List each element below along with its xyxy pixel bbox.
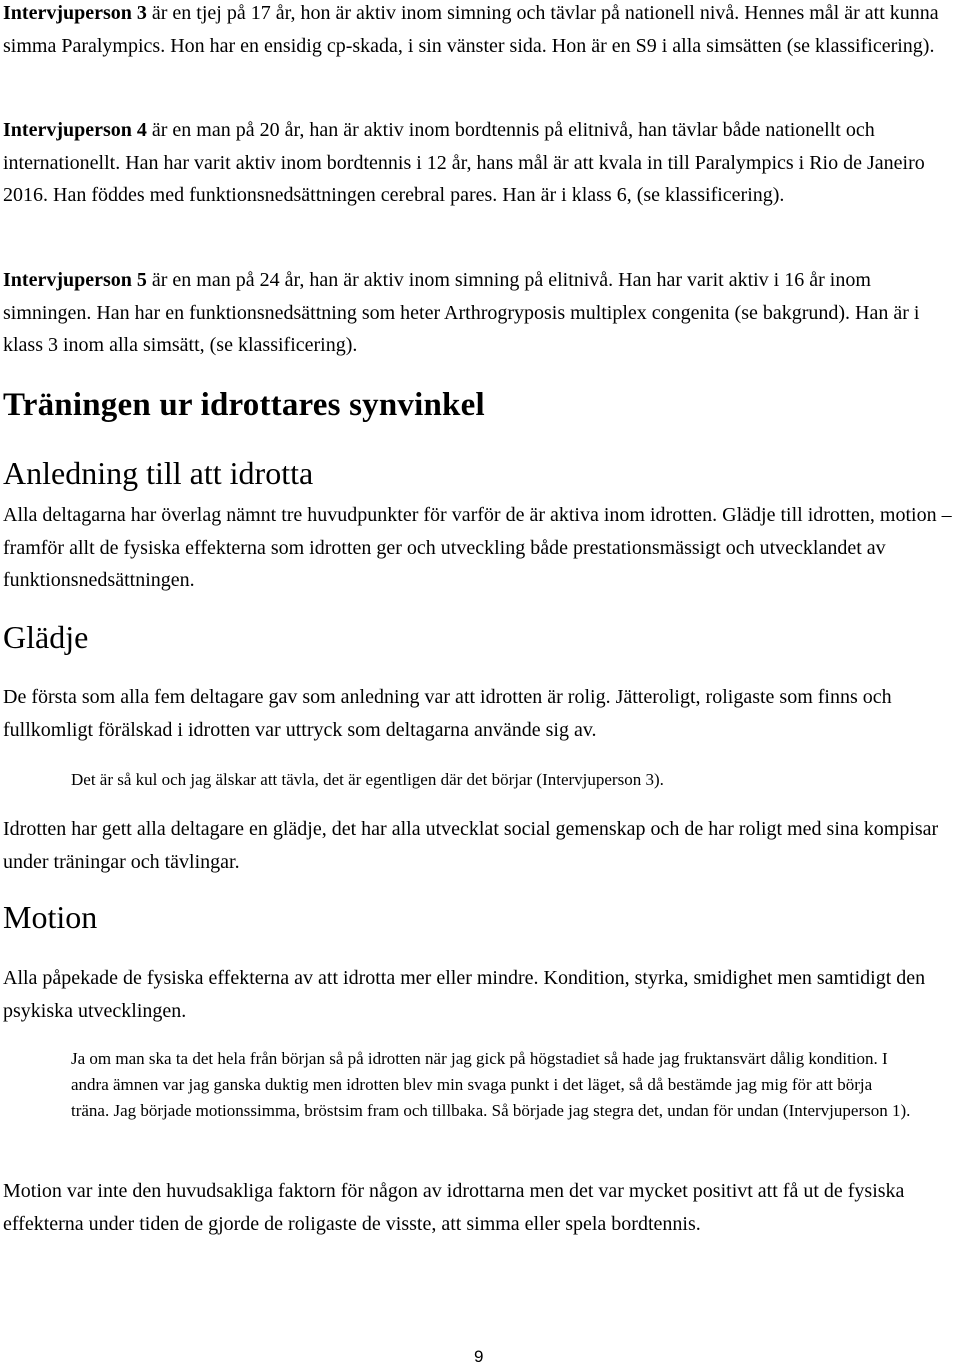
page-number: 9 [474, 1347, 484, 1366]
interviewee-5-text: är en man på 24 år, han är aktiv inom simning på elitnivå. Han har varit aktiv i 16 år inom simningen. Han har en funktionsnedsättning som heter Arthrogryposis multiplex congenita (se bakgrund). Han är i klass 3 inom alla simsätt, (se klassificering). [3, 269, 920, 356]
paragraph-interviewee-4 [3, 114, 953, 212]
paragraph-joy-social: Idrotten har gett alla deltagare en glädje, det har alla utvecklat social gemenskap och de har roligt med sina kompisar under träningar och tävlingar. [3, 818, 939, 873]
subheading-joy: Glädje [3, 619, 89, 655]
interviewee-4-label: Intervjuperson 4 [3, 119, 147, 141]
paragraph-motion-summary: Motion var inte den huvudsakliga faktorn för någon av idrottarna men det var mycket positivt att få ut de fysiska effekterna under tiden de gjorde de roligaste de visste, att simma eller spela bordtennis. [3, 1180, 905, 1235]
subheading-reason: Anledning till att idrotta [3, 455, 314, 491]
subheading-motion: Motion [3, 899, 98, 935]
paragraph-interviewee-3 [3, 0, 953, 62]
quote-interviewee-1: Ja om man ska ta det hela från början så på idrotten när jag gick på högstadiet så hade jag fruktansvärt dålig kondition. I andra ämnen var jag ganska duktig men idrotten blev min svaga punkt i det läget, så då bestämde jag mig för att börja träna. Jag började motionssimma, bröstsim fram och tillbaka. Så började jag stegra det, undan för undan (Intervjuperson 1). [71, 1049, 911, 1120]
paragraph-reasons: Alla deltagarna har överlag nämnt tre huvudpunkter för varför de är aktiva inom idrotten. Glädje till idrotten, motion – framför allt de fysiska effekterna som idrotten ger och utveckling både prestationsmässigt och utvecklandet av funktionsnedsättningen. [3, 504, 952, 591]
interviewee-4-text: är en man på 20 år, han är aktiv inom bordtennis på elitnivå, han tävlar både nationellt och internationellt. Han har varit aktiv inom bordtennis i 12 år, hans mål är att kvala in till Paralympics i Rio de Janeiro 2016. Han föddes med funktionsnedsättningen cerebral pares. Han är i klass 6, (se klassificering). [3, 119, 925, 206]
interviewee-3-label: Intervjuperson 3 [3, 2, 147, 24]
interviewee-5-label: Intervjuperson 5 [3, 269, 147, 291]
paragraph-motion: Alla påpekade de fysiska effekterna av att idrotta mer eller mindre. Kondition, styrka, smidighet men samtidigt den psykiska utvecklingen. [3, 967, 926, 1022]
interviewee-3-text: är en tjej på 17 år, hon är aktiv inom simning och tävlar på nationell nivå. Hennes mål är att kunna simma Paralympics. Hon har en ensidig cp-skada, i sin vänster sida. Hon är en S9 i alla simsätten (se klassificering). [3, 2, 939, 57]
paragraph-interviewee-5 [3, 264, 953, 362]
quote-interviewee-3: Det är så kul och jag älskar att tävla, det är egentligen där det börjar (Intervjuperson 3). [71, 770, 664, 789]
paragraph-joy: De första som alla fem deltagare gav som anledning var att idrotten är rolig. Jätteroligt, roligaste som finns och fullkomligt förälskad i idrotten var uttryck som deltagarna använde sig av. [3, 686, 892, 741]
section-heading-training: Träningen ur idrottares synvinkel [3, 387, 485, 423]
